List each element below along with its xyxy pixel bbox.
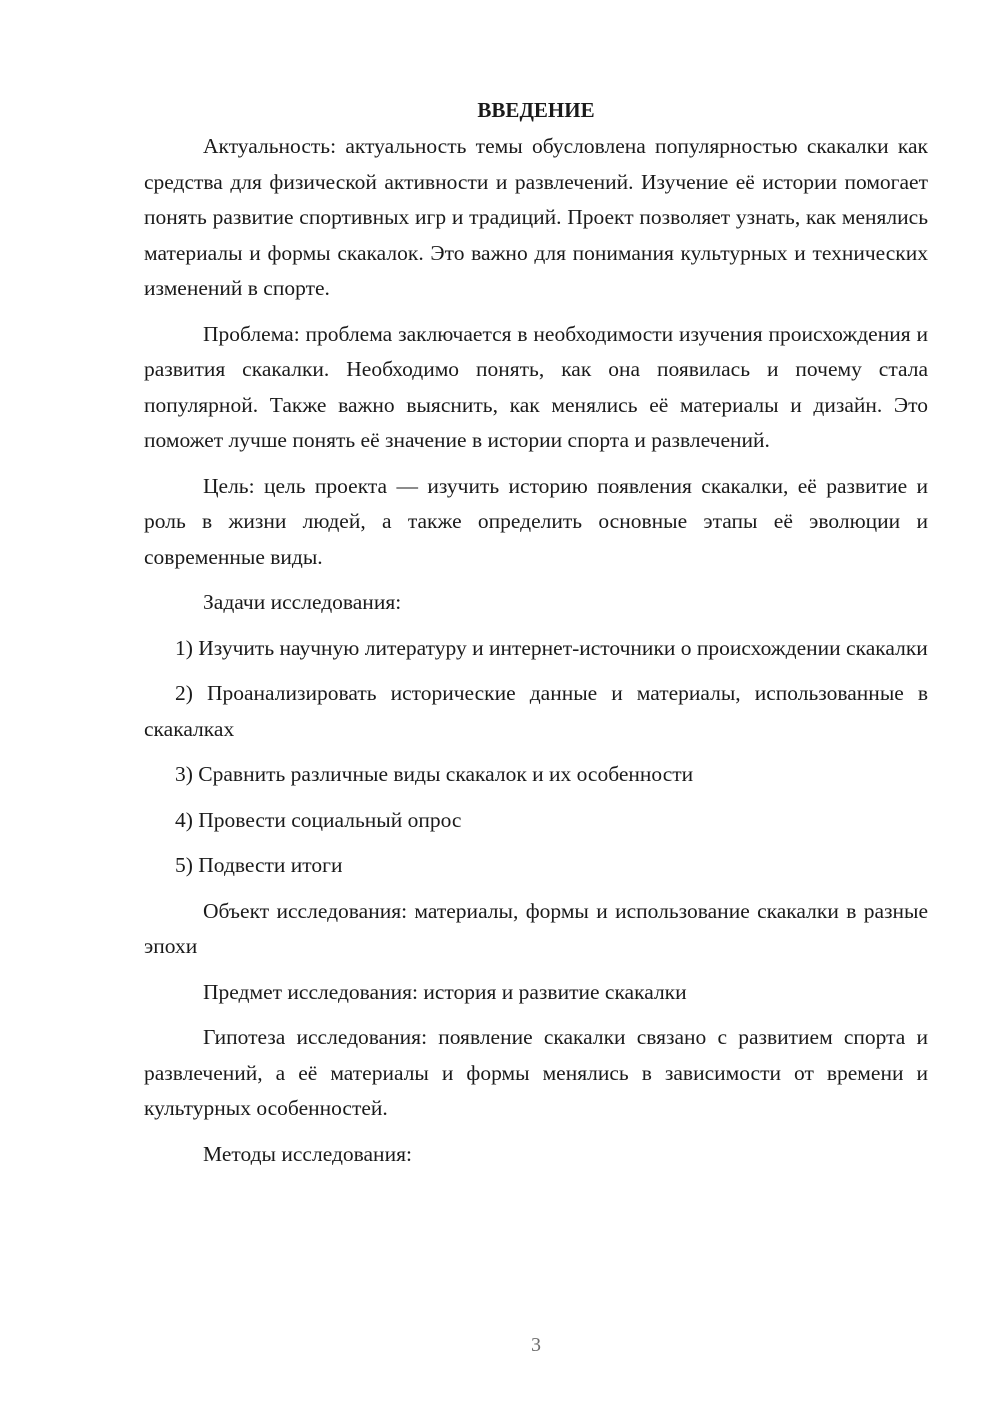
problem-paragraph: Проблема: проблема заключается в необходимости изучения происхождения и развития скакалки. Необходимо понять, как она появилась и почему стала популярной. Также важно выяснить, как менялись её материалы и дизайн. Это поможет лучше понять её значение в истории спорта и развлечений. xyxy=(144,321,928,452)
task-item-3: 3) Сравнить различные виды скакалок и их особенности xyxy=(175,762,694,786)
task-item-5: 5) Подвести итоги xyxy=(175,853,343,877)
document-page xyxy=(144,95,928,1182)
object-paragraph: Объект исследования: материалы, формы и использование скакалки в разные эпохи xyxy=(144,898,928,958)
page-number: 3 xyxy=(531,1334,541,1356)
hypothesis-paragraph: Гипотеза исследования: появление скакалки связано с развитием спорта и развлечений, а её материалы и формы менялись в зависимости от времени и культурных особенностей. xyxy=(144,1025,928,1120)
tasks-heading: Задачи исследования: xyxy=(203,590,402,614)
task-item-4: 4) Провести социальный опрос xyxy=(175,807,462,832)
relevance-paragraph: Актуальность: актуальность темы обусловлена популярностью скакалки как средства для физической активности и развлечений. Изучение её истории помогает понять развитие спортивных игр и традиций. Проект позволяет узнать, как менялись материалы и формы скакалок. Это важно для понимания культурных и технических изменений в спорте. xyxy=(144,134,928,300)
methods-heading: Методы исследования: xyxy=(203,1141,412,1166)
task-item-2: 2) Проанализировать исторические данные и материалы, использованные в скакалках xyxy=(144,681,928,741)
goal-paragraph: Цель: цель проекта — изучить историю появления скакалки, её развитие и роль в жизни людей, а также определить основные этапы её эволюции и современные виды. xyxy=(144,473,928,569)
subject-paragraph: Предмет исследования: история и развитие скакалки xyxy=(203,979,687,1004)
section-title: ВВЕДЕНИЕ xyxy=(477,98,595,122)
task-item-1: 1) Изучить научную литературу и интернет-источники о происхождении скакалки xyxy=(175,635,928,660)
